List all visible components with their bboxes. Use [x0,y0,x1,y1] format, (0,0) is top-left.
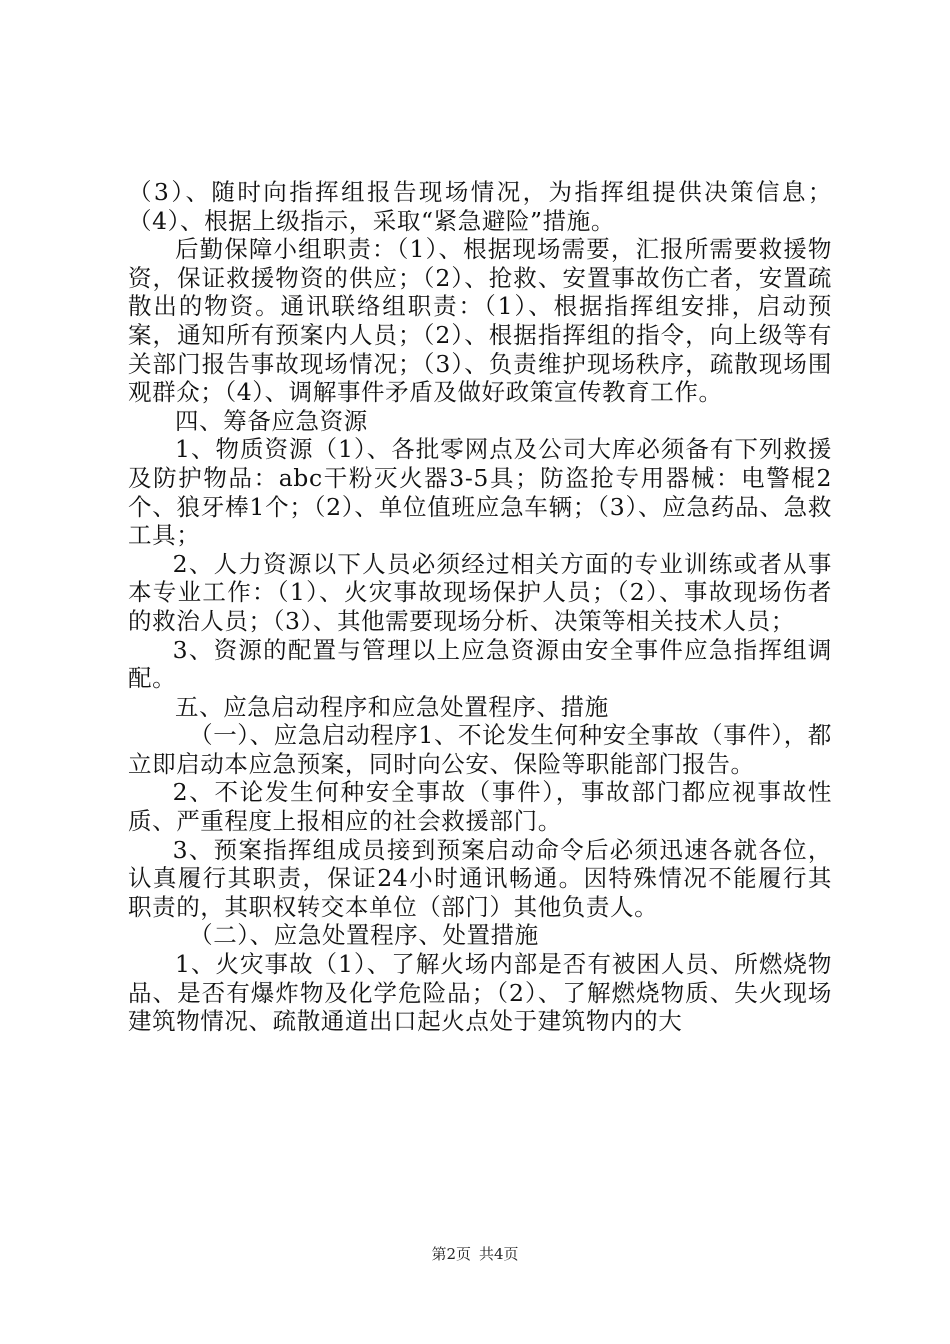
paragraph-8: 3、预案指挥组成员接到预案启动命令后必须迅速各就各位，认真履行其职责，保证24小时通讯畅通。因特殊情况不能履行其职责的，其职权转交本单位（部门）其他负责人。 [128,835,832,921]
page-footer [0,1244,950,1264]
paragraph-7: 2、不论发生何种安全事故（事件），事故部门都应视事故性质、严重程度上报相应的社会救援部门。 [128,778,832,836]
page-total: 共4页 [479,1245,519,1263]
paragraph-2: 后勤保障小组职责：（1）、根据现场需要，汇报所需要救援物资，保证救援物资的供应；（2）、抢救、安置事故伤亡者，安置疏散出的物资。通讯联络组职责：（1）、根据指挥组安排，启动预案，通知所有预案内人员；（2）、根据指挥组的指令，向上级等有关部门报告事故现场情况；（3）、负责维护现场秩序，疏散现场围观群众；（4）、调解事件矛盾及做好政策宣传教育工作。 [128,235,832,407]
section-heading-5: 五、应急启动程序和应急处置程序、措施 [175,692,609,721]
document-body [128,178,832,1036]
subheading-2: （二）、应急处置程序、处置措施 [189,921,539,950]
paragraph-4: 2、人力资源以下人员必须经过相关方面的专业训练或者从事本专业工作：（1）、火灾事故现场保护人员；（2）、事故现场伤者的救治人员；（3）、其他需要现场分析、决策等相关技术人员； [128,549,832,635]
paragraph-6: （一）、应急启动程序1、不论发生何种安全事故（事件），都立即启动本应急预案，同时向公安、保险等职能部门报告。 [128,721,832,778]
page-number: 第2页 [431,1245,471,1263]
paragraph-1: （3）、随时向指挥组报告现场情况，为指挥组提供决策信息；（4）、根据上级指示，采取“紧急避险”措施。 [128,178,832,235]
paragraph-5: 3、资源的配置与管理以上应急资源由安全事件应急指挥组调配。 [128,635,832,693]
paragraph-3: 1、物质资源（1）、各批零网点及公司大库必须备有下列救援及防护物品：abc干粉灭火器3-5具；防盗抢专用器械：电警棍2个、狼牙棒1个；（2）、单位值班应急车辆；（3）、应急药品、急救工具； [128,435,832,550]
paragraph-9: 1、火灾事故（1）、了解火场内部是否有被困人员、所燃烧物品、是否有爆炸物及化学危险品；（2）、了解燃烧物质、失火现场建筑物情况、疏散通道出口起火点处于建筑物内的大 [128,950,832,1036]
section-heading-4: 四、筹备应急资源 [175,406,368,435]
